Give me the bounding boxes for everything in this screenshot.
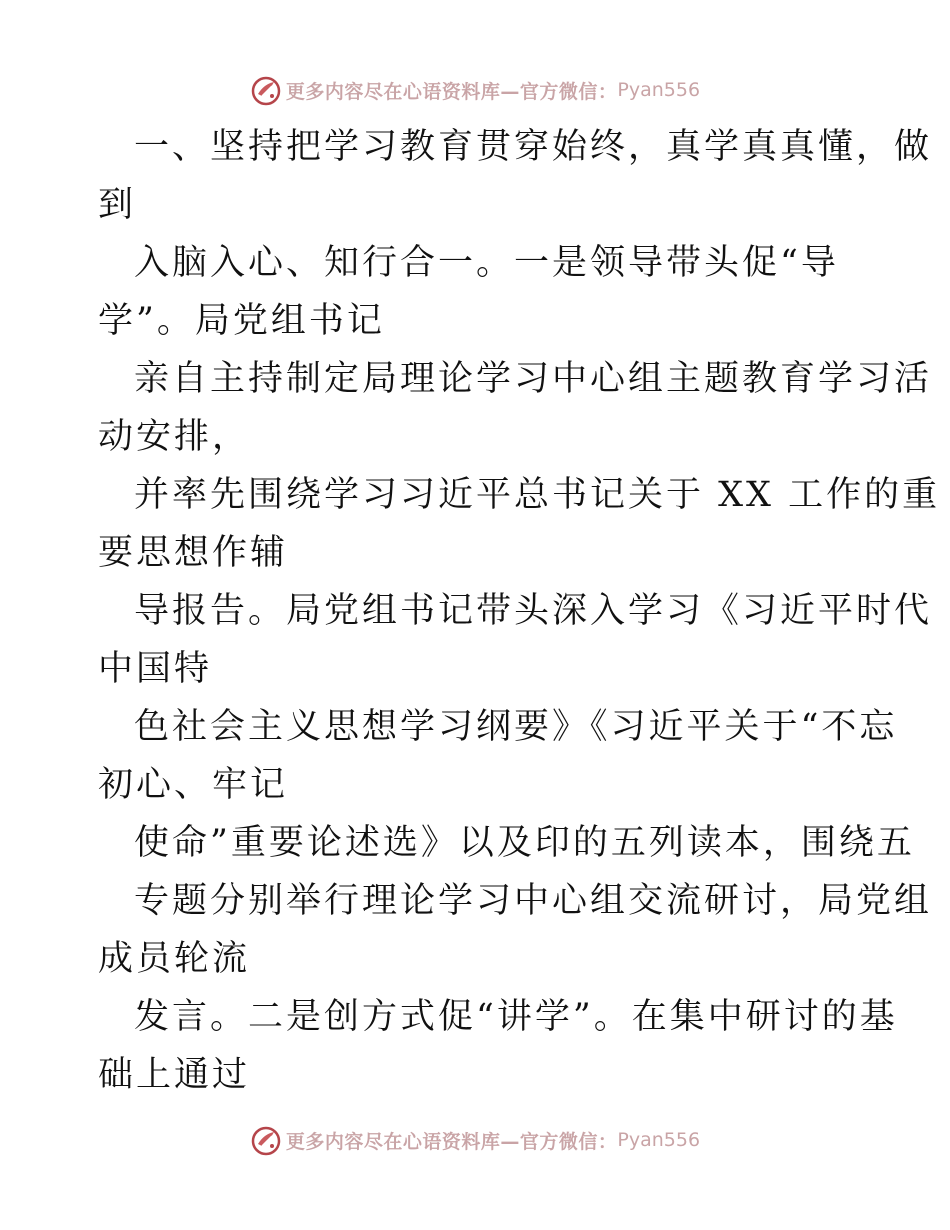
- paragraph-line: 一、坚持把学习教育贯穿始终，真学真真懂，做: [134, 127, 933, 167]
- paragraph-line: 使命”重要论述选》以及印的五列读本，围绕五: [134, 823, 915, 863]
- paragraph-line: 并率先围绕学习习近平总书记关于 XX 工作的重: [134, 475, 941, 515]
- paragraph-line: 入脑入心、知行合一。一是领导带头促“导: [134, 243, 839, 283]
- paragraph-line: 专题分别举行理论学习中心组交流研讨，局党组: [134, 881, 933, 921]
- watermark-banner-bottom: [0, 1120, 950, 1160]
- paragraph-line: 成员轮流: [98, 939, 251, 979]
- paragraph-line: 亲自主持制定局理论学习中心组主题教育学习活: [134, 359, 933, 399]
- logo-icon: [250, 1124, 282, 1156]
- paragraph-line: 动安排，: [98, 417, 251, 457]
- paragraph-line: 发言。二是创方式促“讲学”。在集中研讨的基: [134, 997, 898, 1037]
- paragraph-line: 础上通过: [98, 1055, 251, 1095]
- watermark-text: 更多内容尽在心语资料库—官方微信：: [285, 80, 618, 103]
- paragraph-line: 要思想作辅: [98, 533, 289, 573]
- watermark-text: 更多内容尽在心语资料库—官方微信：: [285, 1130, 618, 1153]
- paragraph-line: 学”。局党组书记: [98, 301, 385, 341]
- logo-icon: [250, 74, 282, 106]
- paragraph-line: 色社会主义思想学习纲要》《习近平关于“不忘: [134, 707, 898, 747]
- paragraph-line: 到: [98, 185, 137, 225]
- paragraph-line: 中国特: [98, 649, 213, 689]
- watermark-banner-top: [0, 70, 950, 110]
- paragraph-line: 初心、牢记: [98, 765, 289, 805]
- watermark-contact: Pyan556: [617, 79, 701, 101]
- paragraph-line: 导报告。局党组书记带头深入学习《习近平时代: [134, 591, 933, 631]
- watermark-contact: Pyan556: [617, 1129, 701, 1151]
